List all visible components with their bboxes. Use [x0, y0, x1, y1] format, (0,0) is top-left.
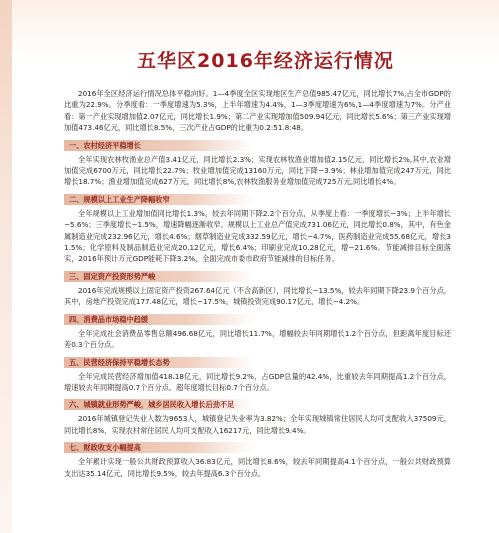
section-body: 2016年完成规模以上固定资产投资267.64亿元（不含高新区），同比增长−13.5%，较去年同期下降23.9个百分点，其中，房地产投资完成177.48亿元，增长−17.5%，城镇投资完成90.17亿元，增长−4.2%。 — [64, 285, 451, 307]
section-heading: 六、城镇就业形势严峻，城乡居民收入增长后劲不足 — [64, 399, 254, 410]
section-fixed-investment — [64, 271, 451, 308]
section-heading: 七、财政收支小幅提高 — [64, 442, 254, 453]
intro-paragraph: 2016年全区经济运行情况总体平稳向好。1—4季度全区实现地区生产总值985.47亿元，同比增长7%,占全市GDP的比重为22.9%。分季度看：一季度增速为5.3%，上半年增速为4.4%，1—3季度增速为6%,1—4季度增速为7%。分产业看：第一产业实现增加值2.07亿元，同比增长1.9%；第二产业实现增加值509.94亿元，同比增长5.6%；第三产业实现增加值473.46亿元，同比增长8.5%，三次产业占GDP的比重为0.2:51.8:48。 — [64, 89, 451, 133]
section-consumer-market — [64, 314, 451, 351]
section-heading: 五、民营经济保持平稳增长态势 — [64, 357, 254, 368]
section-heading: 四、消费品市场稳中趋缓 — [64, 314, 254, 325]
section-heading: 二、规模以上工业生产降幅收窄 — [64, 194, 254, 205]
section-rural-economy — [64, 140, 451, 188]
section-industry — [64, 194, 451, 265]
section-body: 全年完成社会消费品零售总额496.68亿元，同比增长11.7%，增幅较去年同期增长1.2个百分点，但距离年度目标还差0.3个百分点。 — [64, 328, 451, 350]
page-title: 五华区2016年经济运行情况 — [137, 50, 394, 72]
section-heading: 三、固定资产投资形势严峻 — [64, 271, 254, 282]
section-body: 全年完成民营经济增加值418.18亿元，同比增长9.2%，占GDP总量的42.4%，比重较去年同期提高1.2个百分点，增速较去年同期提高0.7个百分点。超年度增长目标0.7个百分点。 — [64, 371, 451, 392]
section-body: 全年累计实现一般公共财政预算收入36.83亿元，同比增长8.6%，较去年同期提高4.1个百分点，一般公共财政预算支出达35.14亿元，同比增长9.5%，较去年提高6.3个百分点。 — [64, 457, 451, 478]
section-private-economy — [64, 357, 451, 394]
decorative-side-band — [0, 0, 12, 533]
section-fiscal — [64, 442, 451, 479]
section-employment-income — [64, 399, 451, 436]
section-heading: 一、农村经济平稳增长 — [64, 140, 254, 151]
section-body: 2016年城镇登记失业人数为9653人，城镇登记失业率为3.82%；全年实现城镇常住居民人均可支配收入37509元，同比增长8%，实现农村常住居民人均可支配收入16217元，同比增长9.4%。 — [64, 414, 451, 435]
section-body: 全年规模以上工业增加值同比增长1.3%，较去年同期下降2.2个百分点，从季度上看：一季度增长−3%；上半年增长−5.6%；三季度增长−1.5%，增速降幅逐渐收窄。规模以上工业总产值完成731.06亿元，同比增长0.8%，其中，有色金属制造业完成232.96亿元，增长4.6%；烟草制造业完成332.59亿元，增长−4.7%，医药制造业完成55.68亿元，增长31.5%；化学原料及制品制造业完成20.12亿元，增长6.4%；印刷业完成10.28亿元，增−21.6%。节能减排目标全面落实，2016年预计万元GDP能耗下降3.2%，全面完成市委市政府节能减排的目标任务。 — [64, 208, 451, 264]
section-body: 全年实现农林牧渔业总产值3.41亿元，同比增长2.3%；实现农林牧渔业增加值2.15亿元，同比增长2%,其中,农业增加值完成6700万元，同比增长22.7%；牧业增加值完成13160万元，同比下降−3.9%；林业增加值完成247万元，同比增长18.7%；渔业增加值完成627万元，同比增长8%,农林牧渔服务业增加值完成725万元,同比增长4%。 — [64, 154, 451, 187]
